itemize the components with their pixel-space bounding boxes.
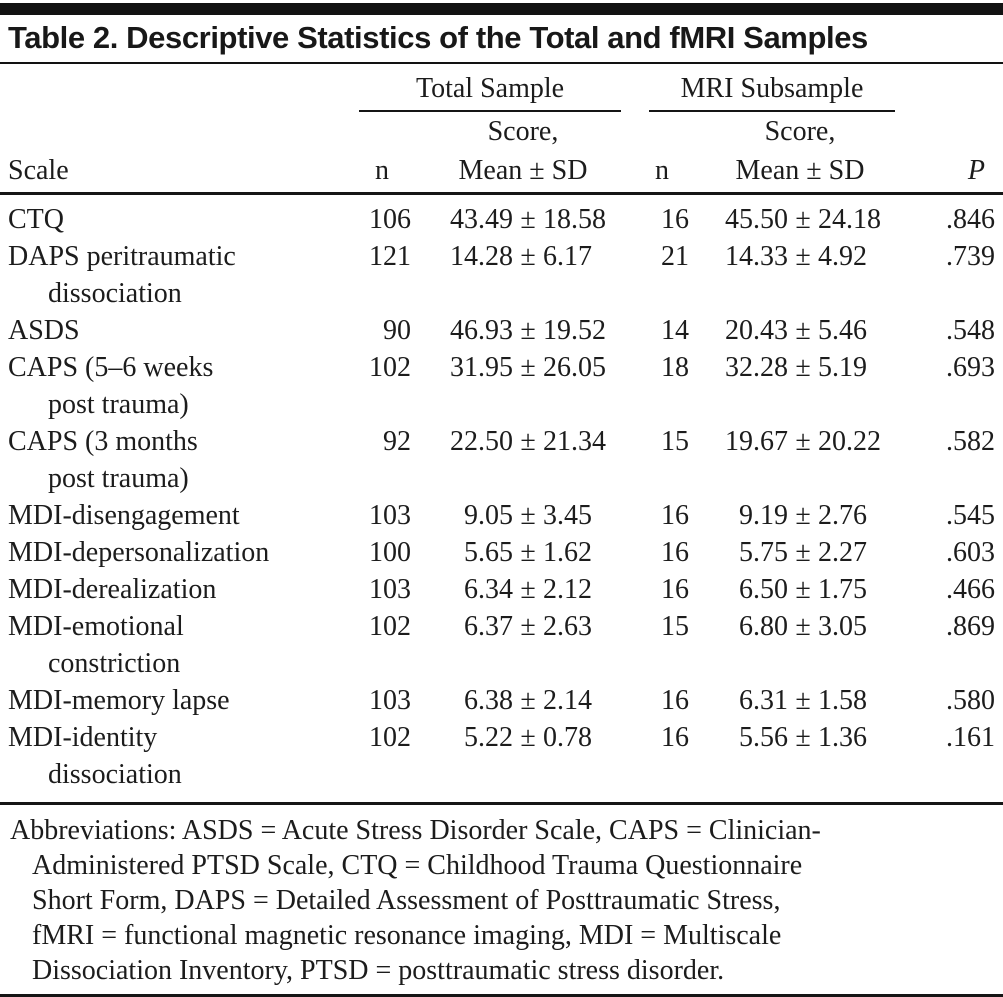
table-row [0,312,1003,349]
mean-sd-cell [414,682,632,719]
p-value-cell: .161 [946,722,995,753]
sd-value: 5.46 [818,315,867,346]
n-cell: 16 [661,685,689,716]
n-cell: 15 [661,426,689,457]
mean-sd-cell [692,534,908,571]
mean-sd-cell [692,349,908,423]
n-cell: 16 [661,722,689,753]
sd-value: 21.34 [543,426,606,457]
n-cell: 18 [661,352,689,383]
n-cell: 102 [369,611,411,642]
mean-sd-cell [692,571,908,608]
mean-sd-cell [692,497,908,534]
plus-minus-symbol: ± [520,722,536,753]
plus-minus-symbol: ± [520,685,536,716]
footnote-line: Administered PTSD Scale, CTQ = Childhood Trauma Questionnaire [32,850,803,881]
scale-cell [0,534,350,571]
plus-minus-symbol: ± [795,500,811,531]
n-cell: 102 [369,352,411,383]
scale-cell [0,608,350,682]
plus-minus-symbol: ± [795,204,811,235]
mean-sd-cell [692,312,908,349]
n-cell: 103 [369,500,411,531]
n-cell: 102 [369,722,411,753]
mean-value: 14.33 [725,241,788,272]
plus-minus-symbol: ± [795,574,811,605]
scale-cell [0,238,350,312]
mean-sd-cell [692,423,908,497]
table-row [0,497,1003,534]
table-row [0,682,1003,719]
sd-value: 2.63 [543,611,592,642]
plus-minus-symbol: ± [795,722,811,753]
plus-minus-symbol: ± [520,500,536,531]
scale-cell [0,571,350,608]
group-label-mri-subsample: MRI Subsample [649,72,895,112]
n-cell: 16 [661,537,689,568]
plus-minus-symbol: ± [795,352,811,383]
plus-minus-symbol: ± [795,241,811,272]
mean-sd-cell [414,194,632,239]
mean-value: 6.37 [464,611,513,642]
mean-value: 46.93 [450,315,513,346]
plus-minus-symbol: ± [520,537,536,568]
plus-minus-symbol: ± [795,537,811,568]
p-value-cell: .693 [946,352,995,383]
sd-value: 3.05 [818,611,867,642]
plus-minus-symbol: ± [520,315,536,346]
n-cell: 16 [661,204,689,235]
table-row [0,571,1003,608]
scale-label: MDI-derealization [8,574,217,605]
column-header-n-total: n [350,151,414,194]
abbreviations-footnote [0,805,1003,988]
plus-minus-symbol: ± [520,574,536,605]
scale-label: MDI-disengagement [8,500,240,531]
sd-value: 19.52 [543,315,606,346]
sd-value: 20.22 [818,426,881,457]
mean-value: 6.80 [739,611,788,642]
scale-label: MDI-emotional [8,611,184,642]
p-value-cell: .580 [946,685,995,716]
scale-label-line2: post trauma) [48,389,189,420]
scale-label: CTQ [8,204,64,235]
group-header-total-sample [350,64,632,113]
column-header-row [0,151,1003,194]
scale-label-line2: constriction [48,648,181,679]
scale-cell [0,682,350,719]
mean-sd-cell [692,194,908,239]
score-header-row [0,113,1003,151]
scale-label: DAPS peritraumatic [8,241,236,272]
mean-value: 22.50 [450,426,513,457]
scale-label-line2: dissociation [48,278,182,309]
mean-value: 6.31 [739,685,788,716]
n-cell: 106 [369,204,411,235]
table-row [0,194,1003,239]
scale-label: MDI-memory lapse [8,685,230,716]
plus-minus-symbol: ± [520,241,536,272]
mean-sd-cell [414,312,632,349]
n-cell: 100 [369,537,411,568]
mean-value: 19.67 [725,426,788,457]
mean-value: 32.28 [725,352,788,383]
plus-minus-symbol: ± [795,685,811,716]
mean-value: 9.19 [739,500,788,531]
group-header-spacer [0,64,350,113]
sd-value: 2.76 [818,500,867,531]
score-label-total: Score, [487,116,559,147]
mean-value: 31.95 [450,352,513,383]
p-value-cell: .603 [946,537,995,568]
table-row [0,238,1003,312]
group-header-row [0,64,1003,113]
scale-label: MDI-identity [8,722,158,753]
descriptive-statistics-table [0,64,1003,793]
p-value-cell: .739 [946,241,995,272]
p-value-cell: .548 [946,315,995,346]
top-border-bar [0,3,1003,15]
sd-value: 1.36 [818,722,867,753]
sd-value: 2.14 [543,685,592,716]
scale-label: CAPS (5–6 weeks [8,352,214,383]
footnote-line: fMRI = functional magnetic resonance imaging, MDI = Multiscale [32,920,782,951]
mean-sd-cell [414,608,632,682]
scale-cell [0,312,350,349]
footnote-line: Abbreviations: ASDS = Acute Stress Disorder Scale, CAPS = Clinician- [10,815,821,846]
column-header-mean-sd-total: Mean ± SD [414,151,632,194]
plus-minus-symbol: ± [795,611,811,642]
p-value-cell: .582 [946,426,995,457]
sd-value: 24.18 [818,204,881,235]
plus-minus-symbol: ± [795,426,811,457]
mean-sd-cell [692,682,908,719]
sd-value: 0.78 [543,722,592,753]
n-cell: 90 [383,315,411,346]
p-value-cell: .545 [946,500,995,531]
mean-sd-cell [692,238,908,312]
mean-value: 6.38 [464,685,513,716]
n-cell: 21 [661,241,689,272]
mean-sd-cell [692,719,908,793]
plus-minus-symbol: ± [520,352,536,383]
n-cell: 16 [661,500,689,531]
n-cell: 121 [369,241,411,272]
mean-value: 6.50 [739,574,788,605]
sd-value: 4.92 [818,241,867,272]
mean-value: 5.65 [464,537,513,568]
mean-sd-cell [414,534,632,571]
mean-sd-cell [414,349,632,423]
table-title: Table 2. Descriptive Statistics of the Total and fMRI Samples [8,20,868,55]
scale-cell [0,497,350,534]
mean-value: 45.50 [725,204,788,235]
plus-minus-symbol: ± [795,315,811,346]
p-value-cell: .466 [946,574,995,605]
mean-sd-cell [414,719,632,793]
sd-value: 1.75 [818,574,867,605]
mean-value: 9.05 [464,500,513,531]
mean-value: 5.56 [739,722,788,753]
mean-value: 43.49 [450,204,513,235]
mean-value: 5.22 [464,722,513,753]
mean-value: 5.75 [739,537,788,568]
n-cell: 15 [661,611,689,642]
sd-value: 26.05 [543,352,606,383]
column-header-p: P [908,151,1003,194]
group-header-spacer [908,64,1003,113]
score-label-mri: Score, [764,116,836,147]
column-header-scale: Scale [0,151,350,194]
n-cell: 103 [369,685,411,716]
group-label-total-sample: Total Sample [359,72,621,112]
mean-sd-cell [414,497,632,534]
mean-sd-cell [692,608,908,682]
footnote-line: Short Form, DAPS = Detailed Assessment of Posttraumatic Stress, [32,885,781,916]
table-row [0,349,1003,423]
n-cell: 103 [369,574,411,605]
sd-value: 6.17 [543,241,592,272]
scale-label-line2: post trauma) [48,463,189,494]
scale-label: MDI-depersonalization [8,537,270,568]
column-header-n-mri: n [632,151,692,194]
sd-value: 1.62 [543,537,592,568]
n-cell: 92 [383,426,411,457]
mean-sd-cell [414,571,632,608]
mean-value: 20.43 [725,315,788,346]
sd-value: 18.58 [543,204,606,235]
scale-label: CAPS (3 months [8,426,198,457]
sd-value: 1.58 [818,685,867,716]
plus-minus-symbol: ± [520,204,536,235]
scale-cell [0,719,350,793]
scale-label-line2: dissociation [48,759,182,790]
p-value-cell: .869 [946,611,995,642]
table-row [0,719,1003,793]
mean-sd-cell [414,423,632,497]
scale-label: ASDS [8,315,80,346]
p-value-cell: .846 [946,204,995,235]
plus-minus-symbol: ± [520,426,536,457]
sd-value: 5.19 [818,352,867,383]
footnote-line: Dissociation Inventory, PTSD = posttraumatic stress disorder. [32,955,725,986]
scale-cell [0,423,350,497]
sd-value: 2.12 [543,574,592,605]
scale-cell [0,194,350,239]
group-header-mri-subsample [632,64,908,113]
table-row [0,423,1003,497]
plus-minus-symbol: ± [520,611,536,642]
column-header-mean-sd-mri: Mean ± SD [692,151,908,194]
scale-cell [0,349,350,423]
sd-value: 3.45 [543,500,592,531]
n-cell: 16 [661,574,689,605]
mean-value: 14.28 [450,241,513,272]
table-row [0,534,1003,571]
n-cell: 14 [661,315,689,346]
mean-sd-cell [414,238,632,312]
sd-value: 2.27 [818,537,867,568]
mean-value: 6.34 [464,574,513,605]
table-row [0,608,1003,682]
